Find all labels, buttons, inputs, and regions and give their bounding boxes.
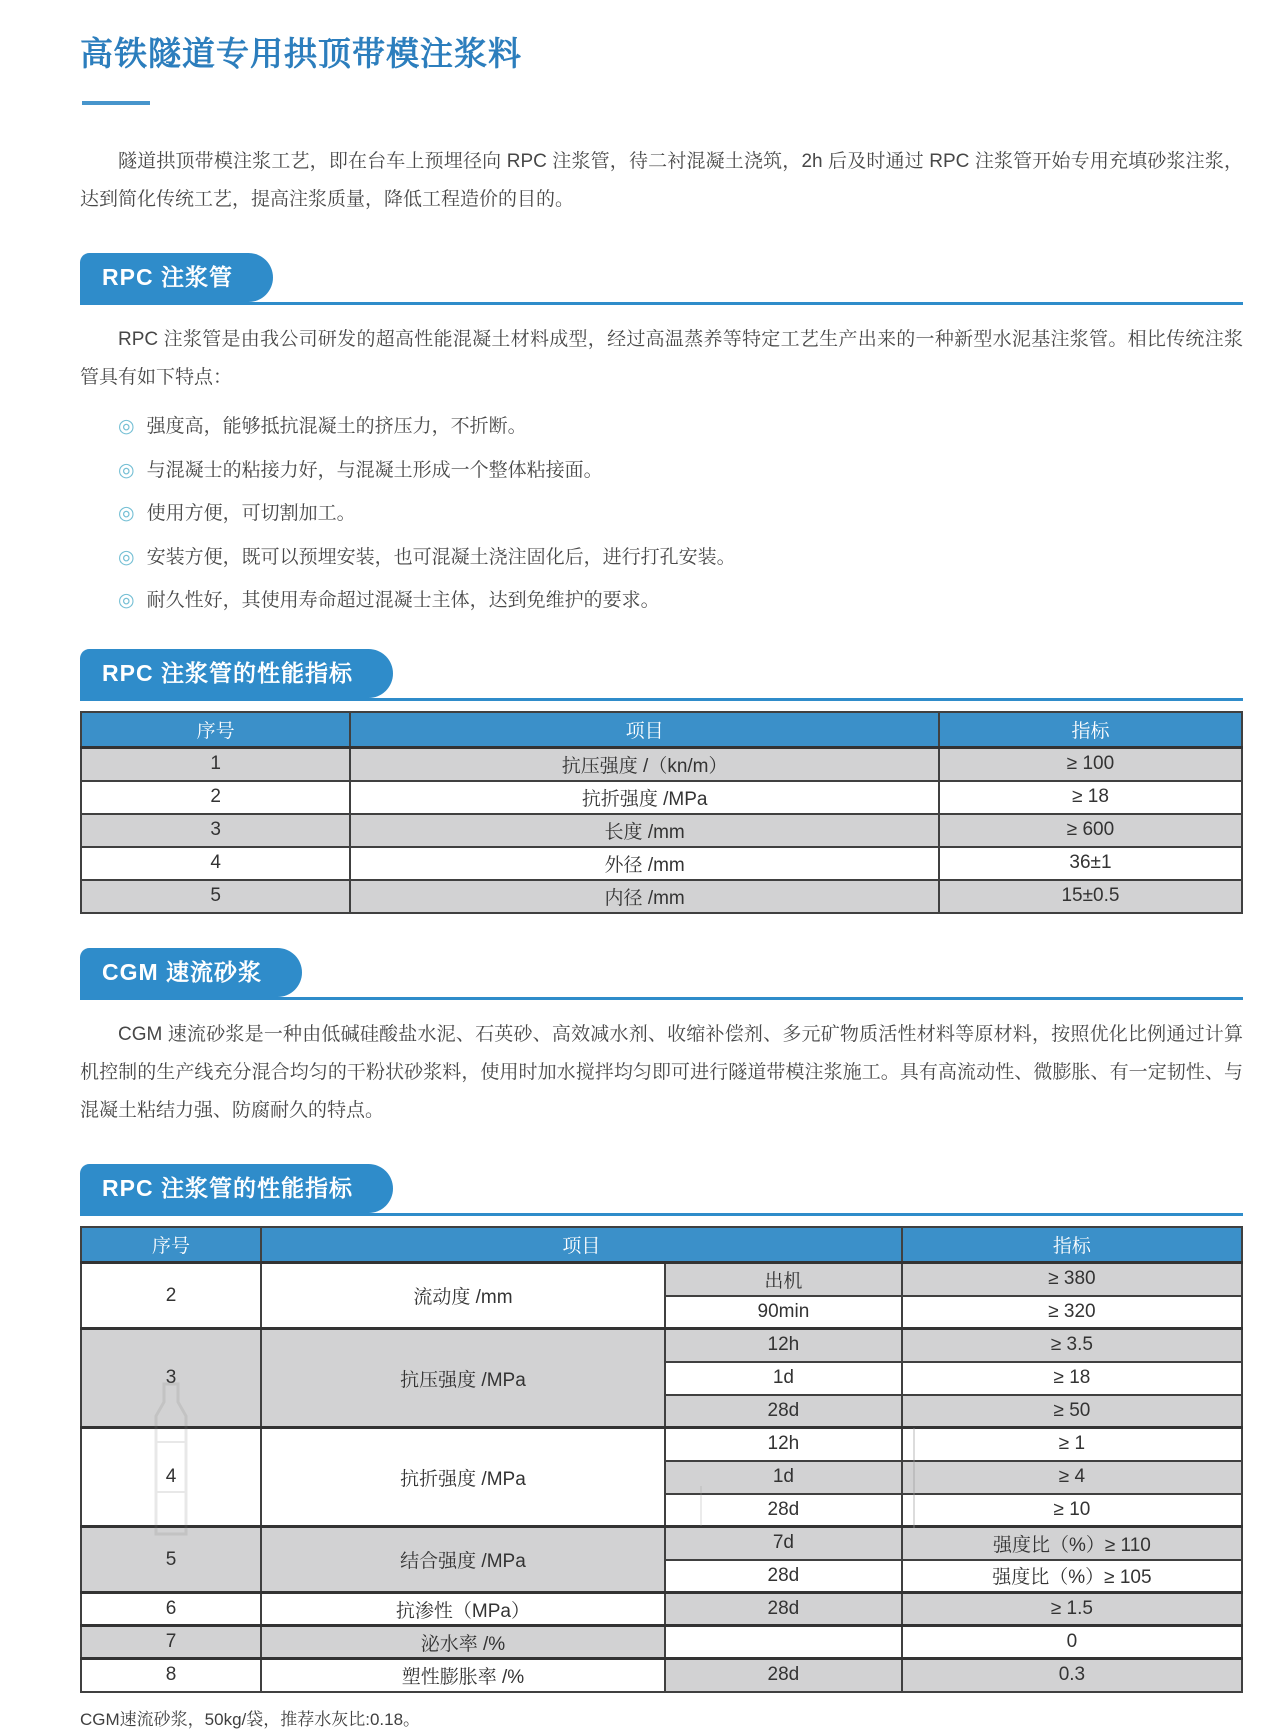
feature-item	[118, 544, 1243, 572]
cgm-performance-table	[80, 1226, 1243, 1693]
table-row	[81, 847, 1242, 880]
feature-text: 安装方便，既可以预埋安装，也可混凝土浇注固化后，进行打孔安装。	[146, 546, 736, 568]
section-header-rpc-pipe	[80, 253, 1243, 305]
double-circle-bullet-icon: ◎	[118, 459, 135, 481]
item-cell: 抗折强度 /MPa	[261, 1428, 665, 1527]
rpc-performance-table	[80, 711, 1243, 914]
row-number-cell: 4	[81, 1428, 261, 1527]
table-row	[81, 1329, 1242, 1362]
row-number-cell: 8	[81, 1659, 261, 1692]
spec-cell: ≥ 1.5	[902, 1593, 1242, 1626]
row-number-cell: 2	[81, 1263, 261, 1329]
item-cell: 内径 /mm	[350, 880, 939, 913]
item-cell: 长度 /mm	[350, 814, 939, 847]
spec-cell: ≥ 18	[902, 1362, 1242, 1395]
item-cell: 泌水率 /%	[261, 1626, 665, 1659]
feature-item	[118, 413, 1243, 441]
row-number-cell: 3	[81, 814, 350, 847]
feature-text: 耐久性好，其使用寿命超过混凝士主体，达到免维护的要求。	[146, 590, 660, 612]
item-cell: 外径 /mm	[350, 847, 939, 880]
item-cell: 抗压强度 /（kn/m）	[350, 748, 939, 781]
spec-cell: ≥ 600	[939, 814, 1242, 847]
row-number-cell: 1	[81, 748, 350, 781]
spec-cell: ≥ 3.5	[902, 1329, 1242, 1362]
item-cell: 流动度 /mm	[261, 1263, 665, 1329]
row-number-cell: 2	[81, 781, 350, 814]
double-circle-bullet-icon: ◎	[118, 416, 135, 437]
condition-cell: 28d	[665, 1395, 902, 1428]
column-header-item: 项目	[350, 712, 939, 748]
condition-cell: 12h	[665, 1428, 902, 1461]
table-row	[81, 1659, 1242, 1692]
table-row	[81, 880, 1242, 913]
row-number-cell: 4	[81, 847, 350, 880]
double-circle-bullet-icon: ◎	[118, 590, 135, 612]
column-header-no: 序号	[81, 712, 350, 748]
spec-cell: ≥ 18	[939, 781, 1242, 814]
condition-cell	[665, 1626, 902, 1659]
feature-item	[118, 500, 1243, 528]
feature-text: 使用方便，可切割加工。	[146, 503, 356, 525]
row-number-cell: 5	[81, 1527, 261, 1593]
column-header-item: 项目	[261, 1227, 902, 1263]
table-row	[81, 1263, 1242, 1296]
spec-cell: 36±1	[939, 847, 1242, 880]
section-banner-cgm: CGM 速流砂浆	[80, 948, 302, 997]
page-title: 高铁隧道专用拱顶带模注浆料	[80, 35, 522, 72]
rpc-feature-list	[118, 413, 1243, 615]
table-row	[81, 814, 1242, 847]
condition-cell: 28d	[665, 1560, 902, 1593]
spec-cell: ≥ 4	[902, 1461, 1242, 1494]
feature-text: 与混凝士的粘接力好，与混凝土形成一个整体粘接面。	[146, 459, 603, 481]
column-header-spec: 指标	[902, 1227, 1242, 1263]
column-header-no: 序号	[81, 1227, 261, 1263]
feature-text: 强度高，能够抵抗混凝土的挤压力，不折断。	[146, 416, 527, 437]
row-number-cell: 5	[81, 880, 350, 913]
table-row	[81, 1428, 1242, 1461]
table-header-row	[81, 1227, 1242, 1263]
item-cell: 结合强度 /MPa	[261, 1527, 665, 1593]
condition-cell: 出机	[665, 1263, 902, 1296]
spec-cell: 强度比（%）≥ 105	[902, 1560, 1242, 1593]
cgm-description: CGM 速流砂浆是一种由低碱硅酸盐水泥、石英砂、高效减水剂、收缩补偿剂、多元矿物质活性材料等原材料，按照优化比例通过计算机控制的生产线充分混合均匀的干粉状砂浆料，使用时加水搅拌均匀即可进行隧道带模注浆施工。具有高流动性、微膨胀、有一定韧性、与混凝土粘结力强、防腐耐久的特点。	[80, 1023, 1243, 1121]
double-circle-bullet-icon: ◎	[118, 503, 135, 525]
item-cell: 抗压强度 /MPa	[261, 1329, 665, 1428]
section-banner-rpc-table: RPC 注浆管的性能指标	[80, 649, 393, 698]
section-header-cgm	[80, 948, 1243, 1000]
table-row	[81, 781, 1242, 814]
spec-cell: ≥ 100	[939, 748, 1242, 781]
intro-paragraph: 隧道拱顶带模注浆工艺，即在台车上预埋径向 RPC 注浆管，待二衬混凝土浇筑，2h 后及时通过 RPC 注浆管开始专用充填砂浆注浆，达到简化传统工艺，提高注浆质量，降低工程造价的目的。	[80, 151, 1243, 210]
condition-cell: 1d	[665, 1362, 902, 1395]
condition-cell: 28d	[665, 1593, 902, 1626]
spec-cell: ≥ 320	[902, 1296, 1242, 1329]
item-cell: 塑性膨胀率 /%	[261, 1659, 665, 1692]
condition-cell: 28d	[665, 1659, 902, 1692]
spec-cell: ≥ 10	[902, 1494, 1242, 1527]
spec-cell: 0	[902, 1626, 1242, 1659]
condition-cell: 28d	[665, 1494, 902, 1527]
section-header-cgm-table	[80, 1164, 1243, 1216]
condition-cell: 90min	[665, 1296, 902, 1329]
table-row	[81, 1593, 1242, 1626]
section-banner-rpc-pipe: RPC 注浆管	[80, 253, 273, 302]
row-number-cell: 7	[81, 1626, 261, 1659]
spec-cell: 0.3	[902, 1659, 1242, 1692]
condition-cell: 12h	[665, 1329, 902, 1362]
column-header-spec: 指标	[939, 712, 1242, 748]
title-underline	[82, 101, 150, 105]
section-header-rpc-table	[80, 649, 1243, 701]
table-row	[81, 748, 1242, 781]
double-circle-bullet-icon: ◎	[118, 546, 135, 568]
section-banner-cgm-table: RPC 注浆管的性能指标	[80, 1164, 393, 1213]
condition-cell: 1d	[665, 1461, 902, 1494]
spec-cell: ≥ 380	[902, 1263, 1242, 1296]
item-cell: 抗折强度 /MPa	[350, 781, 939, 814]
table-row	[81, 1527, 1242, 1560]
row-number-cell: 3	[81, 1329, 261, 1428]
footer-note: CGM速流砂浆，50kg/袋，推荐水灰比:0.18。	[80, 1709, 421, 1729]
table-header-row	[81, 712, 1242, 748]
feature-item	[118, 457, 1243, 485]
rpc-pipe-description: RPC 注浆管是由我公司研发的超高性能混凝土材料成型，经过高温蒸养等特定工艺生产出来的一种新型水泥基注浆管。相比传统注浆管具有如下特点：	[80, 329, 1243, 388]
spec-cell: ≥ 50	[902, 1395, 1242, 1428]
item-cell: 抗渗性（MPa）	[261, 1593, 665, 1626]
spec-cell: 强度比（%）≥ 110	[902, 1527, 1242, 1560]
spec-cell: ≥ 1	[902, 1428, 1242, 1461]
spec-cell: 15±0.5	[939, 880, 1242, 913]
table-row	[81, 1626, 1242, 1659]
row-number-cell: 6	[81, 1593, 261, 1626]
condition-cell: 7d	[665, 1527, 902, 1560]
feature-item	[118, 587, 1243, 615]
